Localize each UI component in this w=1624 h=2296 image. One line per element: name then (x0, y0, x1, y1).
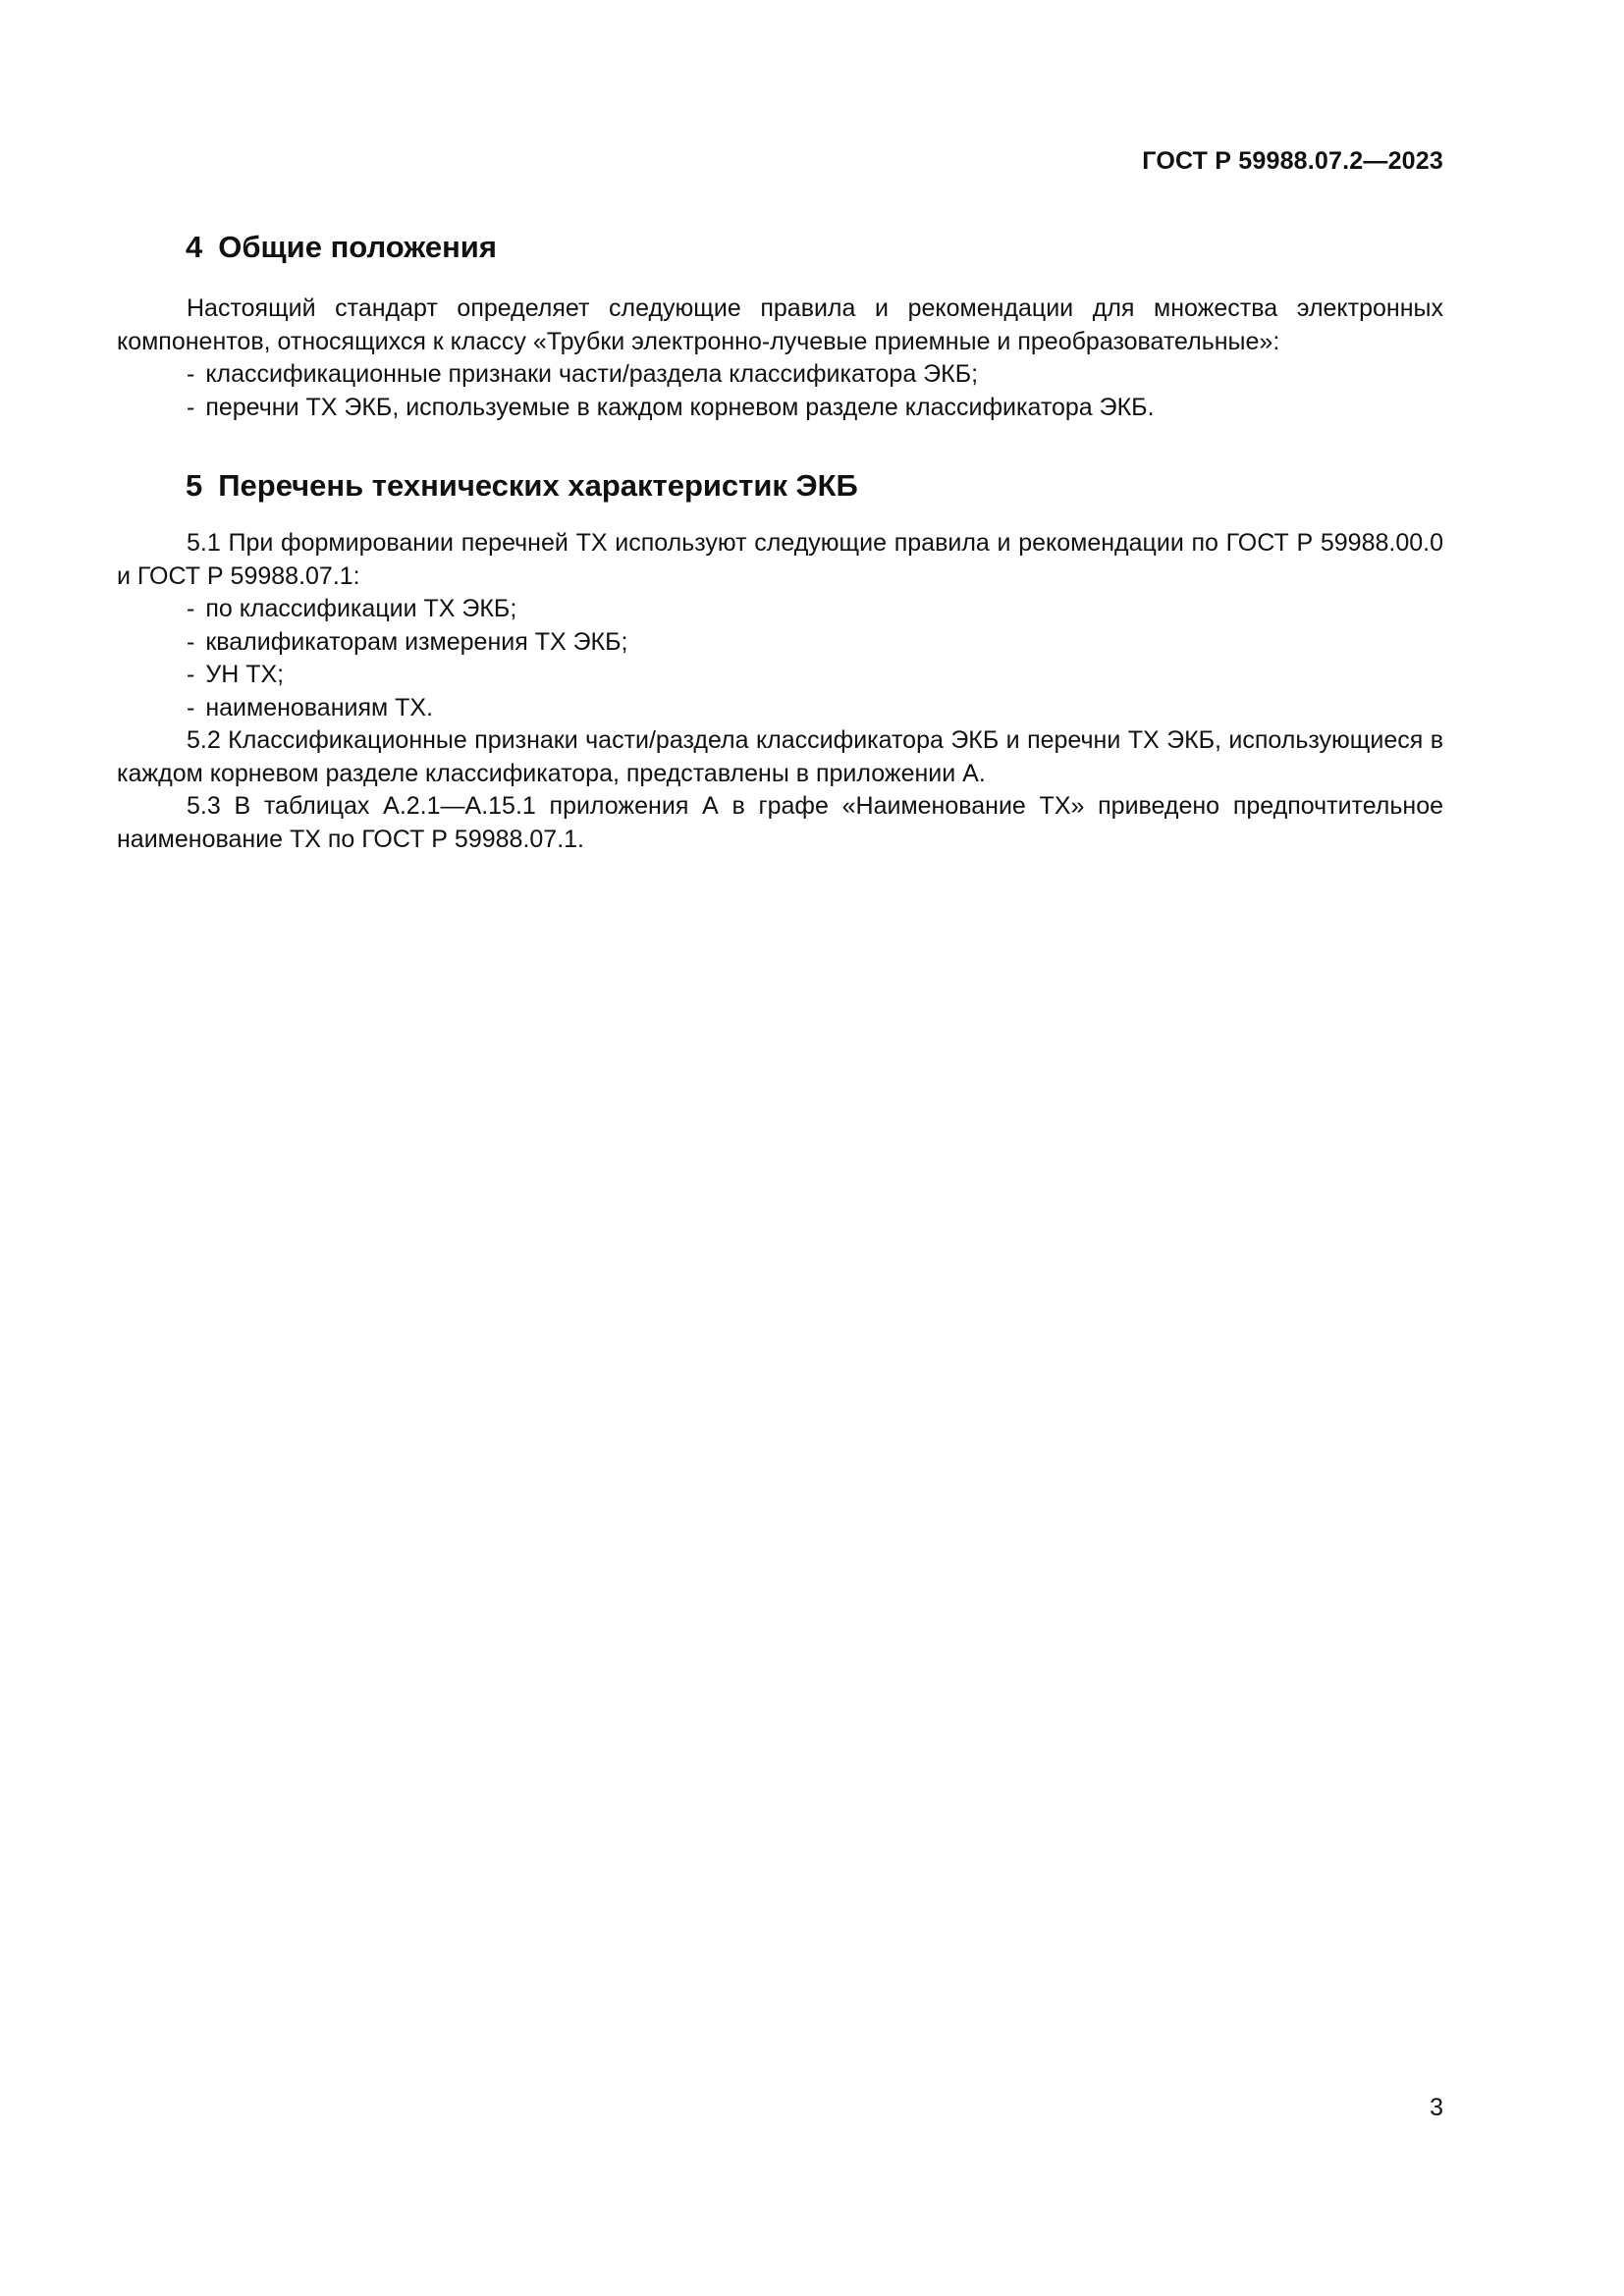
document-code-header: ГОСТ Р 59988.07.2—2023 (1142, 147, 1443, 175)
section-5-list (117, 593, 1443, 724)
list-item (117, 392, 1443, 425)
paragraph-5-2: 5.2 Классификационные признаки части/раздела классификатора ЭКБ и перечни ТХ ЭКБ, использующиеся в каждом корневом разделе классификатора, представлены в приложении А. (117, 726, 1443, 787)
list-item-text: наименованиям ТХ. (205, 693, 434, 721)
list-item (117, 593, 1443, 626)
bullet-dash: - (187, 627, 195, 656)
list-item-text: УН ТХ; (205, 661, 285, 688)
bullet-dash: - (187, 595, 195, 622)
paragraph-5-3: 5.3 В таблицах А.2.1—А.15.1 приложения А в графе «Наименование ТХ» приведено предпочтительное наименование ТХ по ГОСТ Р 59988.07.1. (117, 792, 1443, 853)
list-item (117, 659, 1443, 692)
list-item-text: квалификаторам измерения ТХ ЭКБ; (205, 627, 628, 656)
bullet-dash: - (187, 360, 195, 388)
bullet-dash: - (187, 693, 195, 721)
section-4-title: Общие положения (218, 230, 497, 264)
section-5-heading (117, 458, 1443, 513)
paragraph-5-1: 5.1 При формировании перечней ТХ используют следующие правила и рекомендации по ГОСТ Р 59988.00.0 и ГОСТ Р 59988.07.1: (117, 529, 1443, 590)
list-item-text: перечни ТХ ЭКБ, используемые в каждом корневом разделе классификатора ЭКБ. (205, 393, 1155, 421)
section-4-heading (117, 220, 1443, 275)
section-5-number: 5 (186, 468, 203, 503)
section-4-number: 4 (186, 230, 203, 264)
section-4-intro-paragraph: Настоящий стандарт определяет следующие правила и рекомендации для множества электронных компонентов, относящихся к классу «Трубки электронно-лучевые приемные и преобразовательные»: (117, 294, 1443, 355)
page-number: 3 (1430, 2094, 1443, 2121)
section-5-title: Перечень технических характеристик ЭКБ (218, 468, 858, 503)
page-content (117, 220, 1443, 856)
list-item (117, 626, 1443, 660)
list-item (117, 692, 1443, 725)
bullet-dash: - (187, 661, 195, 688)
bullet-dash: - (187, 393, 195, 421)
list-item-text: по классификации ТХ ЭКБ; (205, 595, 517, 622)
list-item (117, 358, 1443, 392)
list-item-text: классификационные признаки части/раздела классификатора ЭКБ; (205, 360, 979, 388)
section-4-list (117, 358, 1443, 424)
